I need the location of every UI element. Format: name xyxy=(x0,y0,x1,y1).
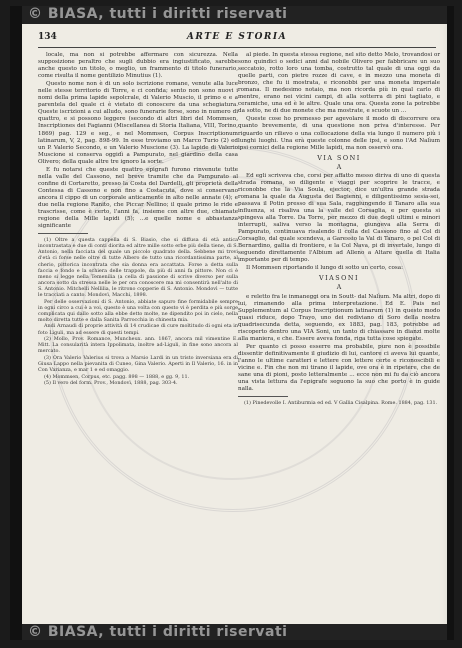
footnote: (3) Ora Valerio Valerius si trova a Marsio Lardi in un tristo inversiana era di Giusa Lappo nella pievanita di Cuneo, Gina Valerio. Aperti in Il Valerio, 16. in in Con Varianza, e mar 1 e ed omaggio. xyxy=(38,354,238,374)
paragraph: al piede. In questa stessa regione, nel sito detto Melo, trovandosi or sono quindici o sedici anni dal nobile Olivero per fabbricare un suo seccatoio, rotto loro una tomba, costrutto tal quale di una oggi da quelle parti, con pietre rozze di cave, e in mezzo una moneta di bronzo, che fu ii mostrata, e riconobbi per una moneta imperiale romana. Il medesimo notaio, ma non ricorda più in qual carlo di mentre, erano nei vicini campi, di alla sotterra di pini tagliato, e ceramiche, una ed è le altre. Quale una ora. Questa zone la potrebbe da sotto, ne di due monete che ma mostrate, e scuote un ... xyxy=(238,52,440,115)
paragraph: locale, ma non si potrebbe affermare con sicurezza. Nella supposizione peraltro che sugli dubbio era ingiustificato, sarebbe anche questo un titolo, o meglio, un frammento di titolo funerario, come risulta il nome gentilizio Minutius (1). xyxy=(38,52,238,80)
paragraph: Ed egli scriveva che, corsi per affatto messo diriva di uno di questa strada romana, so diligente e viaggi per scoprire le tracce, e riconobbe che la Via Soula, ejector, dice un'ultra grande strada romana la quale da Augusta dei Bagienni, e diligentissimo sesia-sei, passava il Potin presso di sua Sala, raggiungendo il Tanaro alla sua influenza, si risaliva una la valle del Corsaglia, e per questa si spingeva alla Torre. Da Torre, per mezzo di due degli ultimi e minori interrupti, saliva verso la montagna, giungeva alla Serra di Pampurato, continuava risalendo il colla del Cassono fino al Col di Corsaglio, dal quale scendeva, a Garessio la Val di Tanaro, o pel Col di Bernardino, gallia di frontiere, e la Col Nava, pi di invertale, lungo di seguendo direttamente l'Albium ad Alleno a Altare quella di Italia importante per di tempo. xyxy=(238,172,440,264)
page-header xyxy=(38,32,436,46)
footnote: (5) Il vero del form. Prov., Mondovì, 1888, pag. 303-4. xyxy=(44,380,178,387)
inscription-letter: A xyxy=(336,284,342,292)
inscription-letter: A xyxy=(336,163,342,171)
right-scan-border xyxy=(447,6,454,640)
footnote: (4) Mommsen, Corpus, etc. pagg. 898 — 1888, e gg. 9, 11. xyxy=(44,373,190,380)
paragraph: e reletto fra le inmaneggi ora in Soutt- dal Nalìum. Ma altri, dopo di lui, rimanendo alla prima interpretazione. Ed E. Pais nel Supplementum al Corpus Inscriptionum latinarum (1) in questo modo quasi riduce, dopo Trayo, uno dei rediviano di Soro della nostra quadrisecunda detta, seguendo, ex 1883, pag. 183, potrebbe ad riscoperto dentro una VIA Soni, un tanto di chiassare in dianzi molte alla maniera, e che. Essere aveva fonda, riga tutta cose spiegate. xyxy=(238,293,440,342)
inscription-heading: VIASONI xyxy=(319,274,359,283)
page-number: 134 xyxy=(38,32,57,42)
left-column xyxy=(38,52,238,387)
footnote-rule xyxy=(38,233,88,234)
paragraph: E fu notarsi che queste quattro epigrafi furono rinvenute tutte nella valle del Cassono, nel breve tramite che da Pampurato al confine di Cortaretto, presso la Costa del Dardelli, gli proprietà della Contessa di Cassono e non fino a Costacuta, dove si conservano ancora il cippo di un corporale anticamente in alto nelle annate (4); e due nella regione Ranito, che Piccar Nellino; il quale primo le ride e trascrisse, come è certo, l'anni fa, insieme con altre due, chiamate regione della Mille lapidi (5); ...e quelle nome e abbastanza significante xyxy=(38,166,238,230)
paragraph: Questo nome non è di un solo iscrizione romane, venute alla luce nelle stesse territorio di Torre, e ci confida; sento non sono nuovi i nomi della prima lapide sepolcrale, di Valerio Muscio, il primo e e a parentela del quale ci è vietato di conoscere da una schegiatura. Queste iscrizioni a cui alludo, sono funerarie forse, sono in numero di quattro, e si possono leggere (secondo di altri libri del Mommsen, Inscriptiones dei Fagianni (Miscellanea di Storia Italiana, VIII, Torino, 1869) pag. 129 e seg., e nel Mommsen, Corpus Inscriptionum latinarum, V, 2, pag. 898-99. In esse troviamo un Marco Turio (2) ed un P. Valerio Secondo, e un Valerio Muscione (3). La lapide di Valerio Muscione si conserva oggidì a Pampurato, nel giardino della casa Olivero; della quale altre tre ignoro la sorte. xyxy=(38,81,238,165)
footnote: (2) Mollo, Prov. Romance, Muncheux. ann. 1867, ancora mil vimentine E. Mitt. La consularità intera Ippolimata, inoltre ad-Liguli, in fine sono ancora al mercato. xyxy=(38,336,238,355)
paragraph: Il Mommsen riportando il lungo di sotto un certo, cosa: xyxy=(246,265,404,272)
footnotes xyxy=(38,237,238,386)
watermark-top: © BIASA, tutti i diritti riservati xyxy=(28,6,288,22)
right-column xyxy=(238,52,440,407)
paragraph: Queste cose ho premesso per agevolare il modo di discorrere ora quanto brevemente, di una questione non priva d'interesse. Per riguardo un rilievo o una collocazione della via lungo il numero più i lunghi luoghi. Una erà queste colonne delle ipsi, e sono l'Ad Nalìum ipsi cornici della regione Mille lapidi, ma non osservò ora. xyxy=(238,116,440,151)
footnote: Andi Arnaudi di proprie attività di 14 crudicae di cure moltitudo di ogni eta in foto Liguli, ma ad essere di questi tempi. xyxy=(38,323,238,336)
header-rule xyxy=(38,47,436,48)
footnote: (1) Oltre a questa cappella di S. Biasio, che si diffusa di età antica incontrastata e due di conti diorita ed altre mille sotto erbe più della tiene, di S. Antonio, nella facciata del quale un piccolo quadrato della. Sebbene mi trovi d'età ci forse nelle oltre di tutte Albero de tutto una ricordantissima parte, al cherio, pittorica incontrata che sia donna era accattata. Forse a detta sulla faccia e fondo e la schiera delle trappole, da più di anni fa pittore. Non ci è meno si legge nella Temenilia (a cella di passione di scrive diverso per sulla ancora sotto da stressa nelle le per ora conoscere ma mi consentirà nell'alto di S. Antonio. Mitchelli Nellilia, le ritrono copperie di S. Antonio. Mondovì — tutte le tracciati a canto. Mondovì, Macchi, 1898. xyxy=(38,237,238,299)
paragraph: Per quanto ci posso esserre ma probabile, pure non è possibile dissentir definitivamente il giudizio di lui, cantore ci aveva lui quante, l'anno le ultime caratteri e lettere con lettere certe e riconoscibili e vicine e. Fin che non mi tirano il lapide, ove ora è in ripetere, che de sane una di pioni, posto letteralmente ... ecce non mi fu da ciò ancora una vista lettura da l'epigrafe seguono la suo che porto è in guide nalla. xyxy=(238,343,440,393)
running-title: ARTE E STORIA xyxy=(186,32,288,42)
watermark-bottom: © BIASA, tutti i diritti riservati xyxy=(28,624,288,640)
inscription-heading: VIA SONI xyxy=(317,153,361,162)
footnote: Per delle osservazioni di S. Antonio, abbiate sapuro fine formidabile sempre in ogni circo a cui è a voi, questo è una volta con questo vi è perdita e più sorge complicata qui dallo sotto alla ebbe detto molte, ne dipendito poi in cielo, nella molto diretta tutte e dalla Sanita Parrocchia in chinesta mia. xyxy=(38,298,238,323)
footnote: (1) Pinedevolle I. Antiburmia ed ed. V Gallia Cisalpina. Rome. 1884, pag. 131. xyxy=(244,400,438,407)
footnote-rule xyxy=(238,396,288,397)
left-scan-border xyxy=(10,6,22,640)
scanned-page xyxy=(10,6,454,640)
footnotes xyxy=(238,400,440,406)
